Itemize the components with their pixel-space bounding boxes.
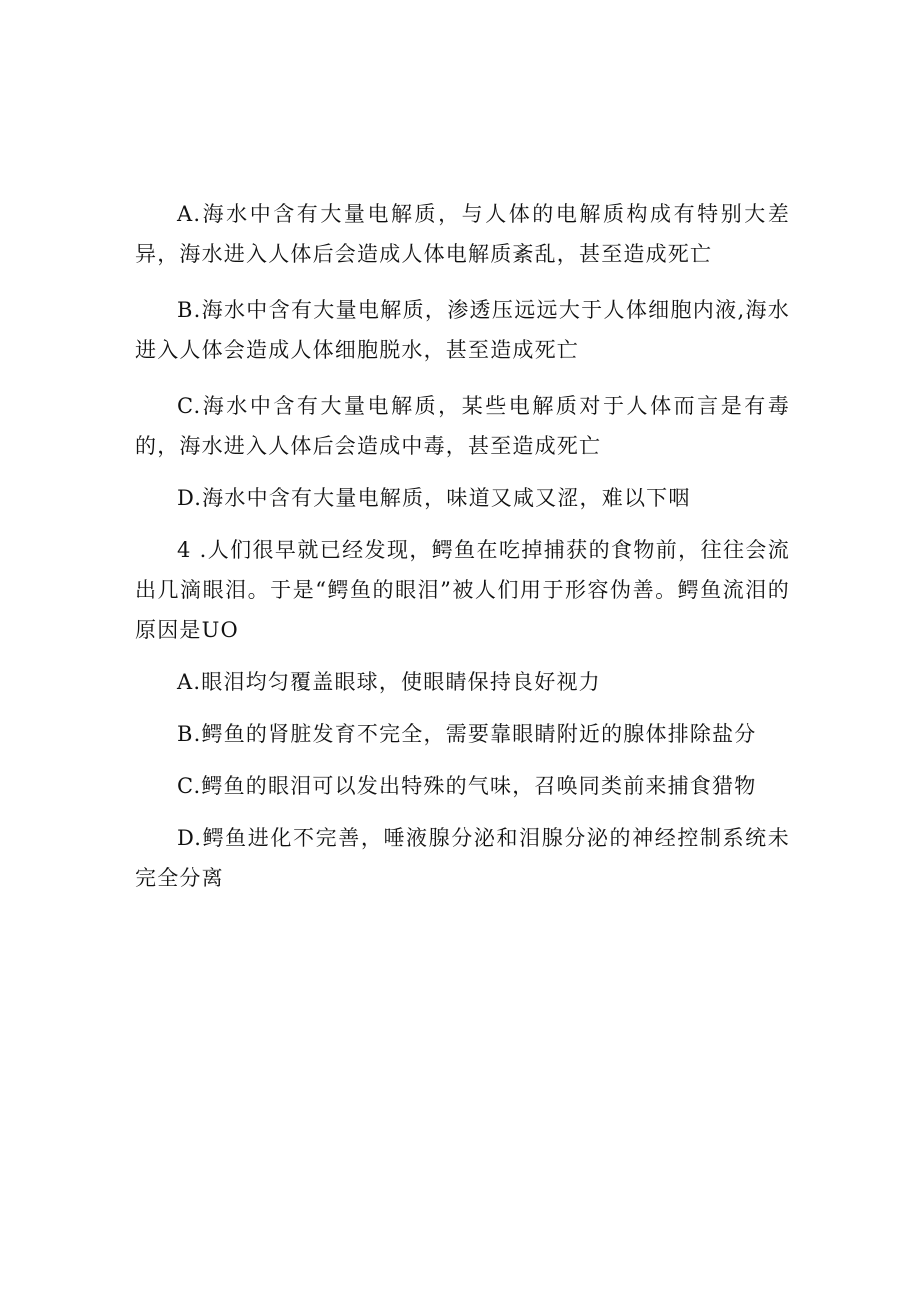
document-content [135,194,790,898]
q4-option-b: B.鳄鱼的肾脏发育不完全，需要靠眼睛附近的腺体排除盐分 [177,722,757,746]
q4-stem: 4 .人们很早就已经发现，鳄鱼在吃掉捕获的食物前，往往会流出几滴眼泪。于是“鳄鱼的眼泪”被人们用于形容伪善。鳄鱼流泪的原因是UO [135,538,790,642]
q3-option-d: D.海水中含有大量电解质，味道又咸又涩，难以下咽 [177,486,691,510]
q4-option-a: A.眼泪均匀覆盖眼球，使眼睛保持良好视力 [177,670,601,694]
q4-option-d: D.鳄鱼进化不完善，唾液腺分泌和泪腺分泌的神经控制系统未完全分离 [135,826,790,890]
q4-option-c: C.鳄鱼的眼泪可以发出特殊的气味，召唤同类前来捕食猎物 [177,774,757,798]
q3-option-a: A.海水中含有大量电解质，与人体的电解质构成有特别大差异，海水进入人体后会造成人体电解质紊乱，甚至造成死亡 [135,202,790,266]
q3-option-c: C.海水中含有大量电解质，某些电解质对于人体而言是有毒的，海水进入人体后会造成中毒，甚至造成死亡 [135,394,790,458]
q3-option-b: B.海水中含有大量电解质，渗透压远远大于人体细胞内液,海水进入人体会造成人体细胞脱水，甚至造成死亡 [135,298,790,362]
